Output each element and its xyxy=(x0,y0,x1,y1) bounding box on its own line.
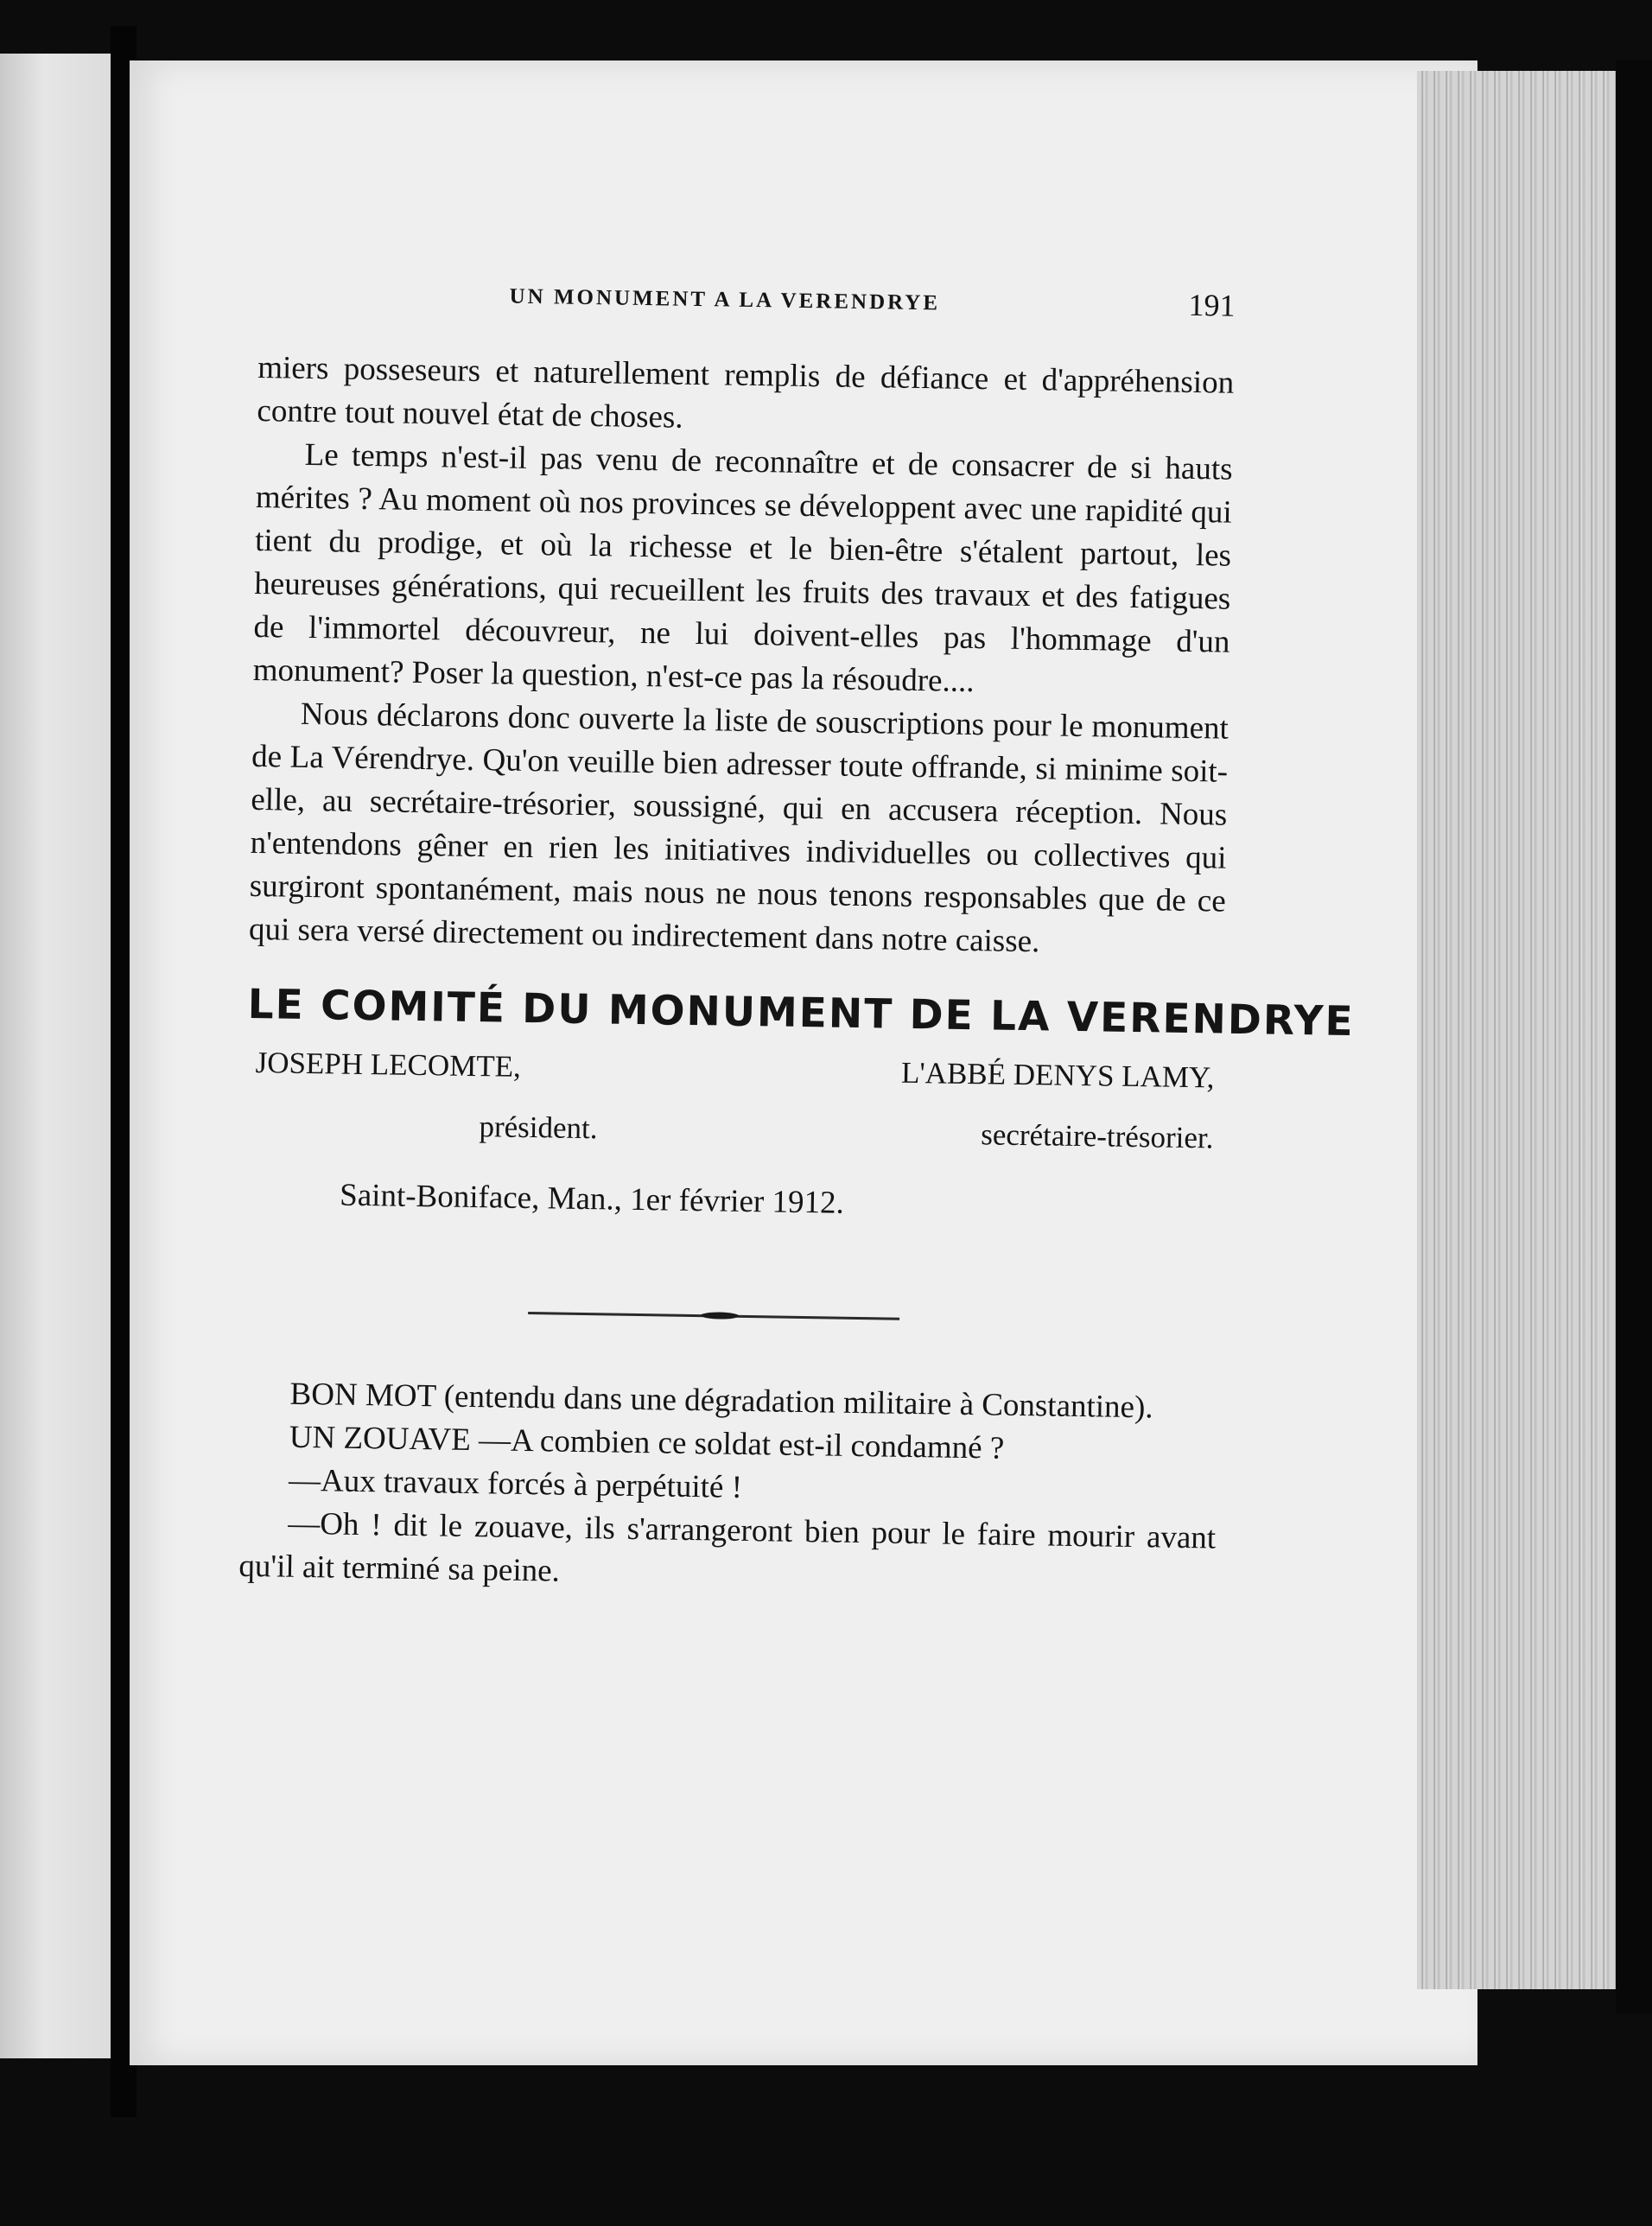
paragraph-1: miers posseseurs et naturellement remplis de défiance et d'appréhension contre tout nouvel état de choses. xyxy=(257,349,1235,436)
signatory-roles xyxy=(245,1106,1222,1156)
bon-mot-intro: BON MOT (entendu dans une dégradation militaire à Constantine). xyxy=(289,1376,1153,1426)
place-and-date: Saint-Boniface, Man., 1er février 1912. xyxy=(339,1177,845,1221)
page-number: 191 xyxy=(1188,287,1236,323)
page-block-edges xyxy=(1417,71,1616,1989)
running-title: UN MONUMENT A LA VERENDRYE xyxy=(509,284,941,315)
president-role: président. xyxy=(479,1110,598,1146)
right-shadow xyxy=(1616,60,1652,2013)
president-name: JOSEPH LECOMTE, xyxy=(255,1046,522,1084)
section-divider xyxy=(528,1312,899,1320)
paragraph-3: Nous déclarons donc ouverte la liste de souscriptions pour le monument de La Vérendrye. Qu'on veuille bien adresser toute offrande, si minime soit-elle, au secrétaire-trésorier, soussigné, qui en accusera réception. Nous n'entendons gêner en rien les initiatives individuelles ou collectives qui surgiront spontanément, mais nous ne nous tenons responsables que de ce qui sera versé directement ou indirectement dans notre caisse. xyxy=(248,696,1229,960)
committee-heading: LE COMITÉ DU MONUMENT DE LA VERENDRYE xyxy=(247,980,1356,1046)
signatory-names xyxy=(246,1046,1223,1096)
bon-mot-line-3: —Oh ! dit le zouave, ils s'arrangeront bien pour le faire mourir avant qu'il ait terminé sa peine. xyxy=(238,1505,1217,1589)
paragraph-2: Le temps n'est-il pas venu de reconnaître et de consacrer de si hauts mérites ? Au moment où nos provinces se développent avec une rapidité qui tient du prodige, et où la richesse et le bien-être s'étalent partout, les heureuses générations, qui recueillent les fruits des travaux et des fatigues de l'immortel découvreur, ne lui doivent-elles pas l'hommage d'un monument? Poser la question, n'est-ce pas la résoudre.... xyxy=(252,436,1233,700)
secretary-name: L'ABBÉ DENYS LAMY, xyxy=(900,1055,1215,1095)
bon-mot-line-1: UN ZOUAVE —A combien ce soldat est-il condamné ? xyxy=(289,1419,1005,1466)
bon-mot-section xyxy=(238,1372,1218,1604)
facing-page-edge xyxy=(0,54,111,2058)
secretary-role: secrétaire-trésorier. xyxy=(980,1117,1214,1155)
bon-mot-line-2: —Aux travaux forcés à perpétuité ! xyxy=(288,1462,743,1505)
page-content xyxy=(238,272,1356,1604)
